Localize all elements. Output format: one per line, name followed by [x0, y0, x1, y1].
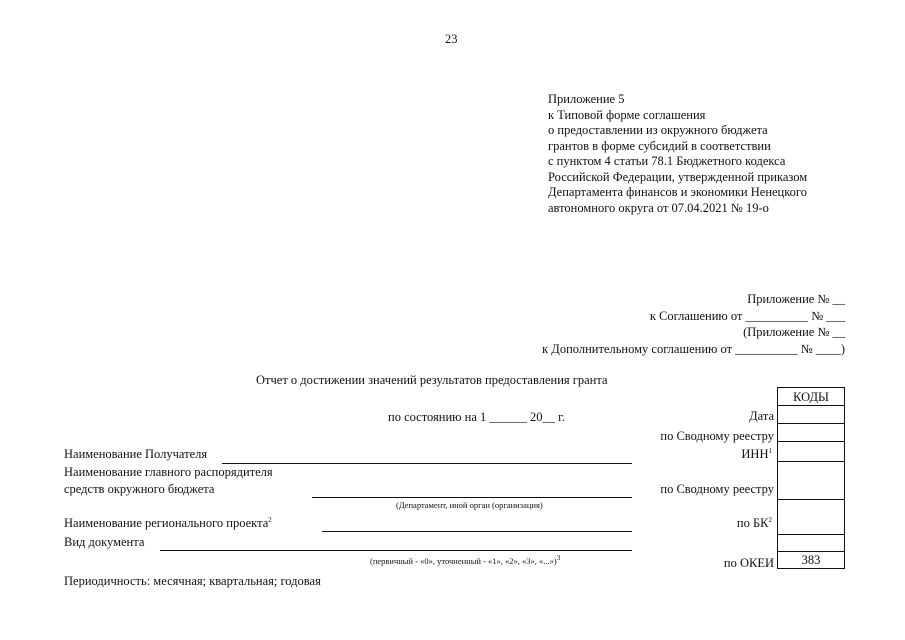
- main-manager-hint: (Департамент, иной орган (организация): [396, 500, 543, 510]
- annex-header-line: Российской Федерации, утвержденной приказом: [548, 169, 808, 184]
- appendix-number: Приложение № __: [747, 292, 845, 306]
- code-cell-svodny[interactable]: [777, 423, 845, 442]
- codes-header: КОДЫ: [777, 387, 845, 406]
- main-manager-label-line2: средств окружного бюджета: [64, 482, 215, 496]
- label-inn: ИНН$^1$: [741, 446, 772, 461]
- recipient-label: Наименование Получателя: [64, 447, 208, 461]
- recipient-field[interactable]: [222, 463, 632, 464]
- doc-type-field[interactable]: [160, 550, 632, 551]
- page-number: 23: [445, 32, 458, 46]
- label-date: Дата: [749, 409, 774, 423]
- code-cell-date[interactable]: [777, 405, 845, 424]
- annex-header-line: Приложение 5: [548, 92, 625, 106]
- doc-type-hint: (первичный - «0», уточненный - «1», «2», «3», «...»)$^3$: [370, 554, 561, 566]
- label-bk: по $БК^2$: [736, 515, 772, 530]
- annex-header-line: автономного округа от 07.04.2021 № 19-о: [548, 200, 769, 215]
- doc-type-label: Вид документа: [64, 535, 145, 549]
- annex-header-line: грантов в форме субсидий в соответствии: [548, 138, 771, 153]
- label-okei: по ОКЕИ: [723, 556, 774, 570]
- code-cell-svodny-manager[interactable]: [777, 461, 845, 500]
- regional-project-field[interactable]: [322, 531, 632, 532]
- appendix-number-alt: (Приложение № __: [743, 325, 845, 339]
- annex-header-line: о предоставлении из окружного бюджета: [548, 123, 768, 137]
- agreement-ref: к Соглашению от __________ № ___: [649, 309, 845, 323]
- label-svodny-reestr: по Сводному реестру: [660, 429, 774, 443]
- annex-header: [548, 92, 807, 216]
- codes-table: [777, 387, 845, 569]
- main-manager-field[interactable]: [312, 497, 632, 498]
- annex-header-line: к Типовой форме соглашения: [548, 107, 706, 122]
- code-cell-bk[interactable]: [777, 499, 845, 535]
- annex-header-line: Департамента финансов и экономики Ненецкого: [548, 185, 808, 199]
- code-cell-inn[interactable]: [777, 441, 845, 462]
- regional-project-label: Наименование регионального проекта$^2$: [64, 515, 272, 530]
- code-cell-okei: 383: [777, 551, 845, 569]
- periodicity-label: Периодичность: месячная; квартальная; годовая: [64, 574, 321, 588]
- report-title: Отчет о достижении значений результатов предоставления гранта: [256, 373, 608, 387]
- report-date-line: по состоянию на 1 ______ 20__ г.: [388, 410, 565, 424]
- code-cell-doc-type[interactable]: [777, 534, 845, 552]
- label-svodny-reestr-manager: по Сводному реестру: [660, 482, 774, 496]
- main-manager-label-line1: Наименование главного распорядителя: [64, 465, 273, 479]
- annex-header-line: с пунктом 4 статьи 78.1 Бюджетного кодекса: [548, 154, 786, 168]
- additional-agreement-ref: к Дополнительному соглашению от __________ № ____): [542, 342, 845, 356]
